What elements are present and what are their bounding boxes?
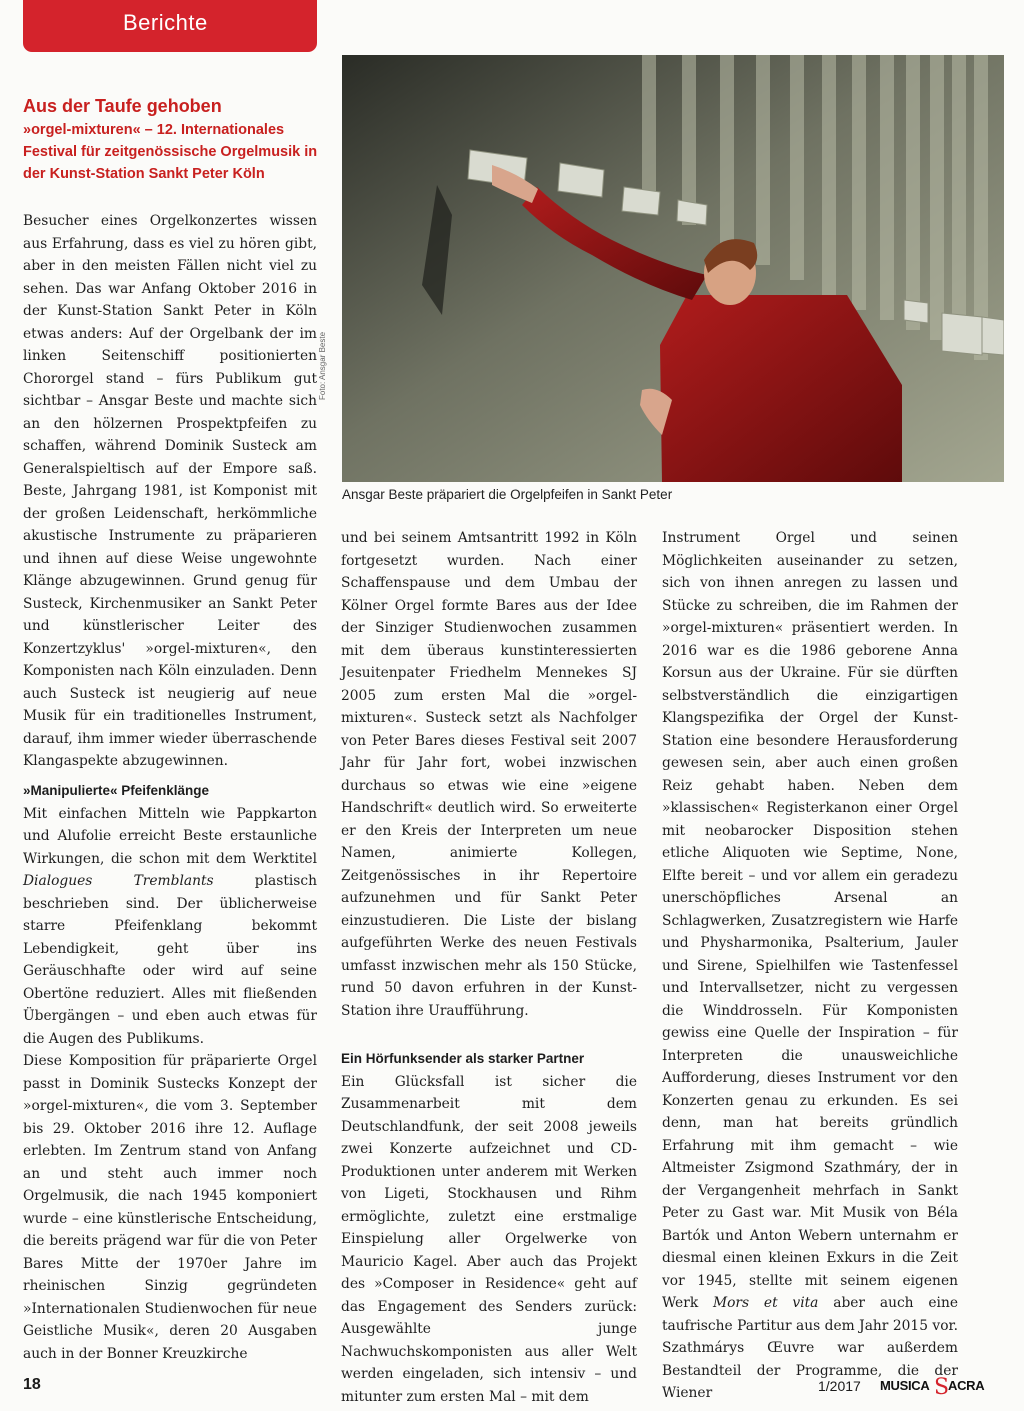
- organ-photo: [342, 55, 1004, 482]
- article-header: [23, 95, 323, 185]
- paragraph: und bei seinem Amtsantritt 1992 in Köln fortgesetzt wurden. Nach einer Schaffenspause und dem Umbau der Kölner Orgel formte Bares aus der Idee der Sinziger Studienwochen zusammen mit dem überaus kunstinteressierten Jesuitenpater Friedhelm Mennekes SJ 2005 zum ersten Mal die »orgel-mixturen«. Susteck setzt als Nachfolger von Peter Bares dieses Festival seit 2007 Jahr für Jahr fort, wobei inzwischen durchaus so etwas wie eine »eigene Handschrift« deutlich wird. So erweiterte er den Kreis der Interpreten um neue Namen, animierte Kollegen, Zeitgenössisches in ihr Repertoire aufzunehmen und für Sankt Peter einzustudieren. Die Liste der bislang aufgeführten Werke des neuen Festivals umfasst inzwischen mehr als 150 Stücke, rund 50 davon erfuhren in der Kunst-Station ihre Uraufführung.: [341, 530, 637, 1019]
- article-title: Aus der Taufe gehoben: [23, 96, 222, 116]
- column-2: [341, 527, 637, 1408]
- issue-number: 1/2017: [818, 1378, 861, 1394]
- section-heading: »Manipulierte« Pfeifenklänge: [23, 783, 210, 798]
- intro-paragraph: Besucher eines Orgelkonzertes wissen aus Erfahrung, dass es viel zu hören gibt, aber in den meisten Fällen nicht viel zu sehen. Das war Anfang Oktober 2016 in der Kunst-Station Sankt Peter in Köln etwas anders: Auf der Orgelbank der im linken Seitenschiff positionierten Chororgel stand – fürs Publikum gut sichtbar – Ansgar Beste und machte sich an den hölzernen Prospektpfeifen zu schaffen, während Dominik Susteck am Generalspieltisch auf der Empore saß. Beste, Jahrgang 1981, ist Komponist mit der großen Leidenschaft, herkömmliche akustische Instrumente zu präparieren und ihnen auf diese Weise ungewohnte Klänge abzugewinnen. Grund genug für Susteck, Kirchenmusiker an Sankt Peter und künstlerischer Leiter des Konzertzyklus' »orgel-mixturen«, den Komponisten nach Köln einzuladen. Denn auch Susteck ist neugierig auf neue Musik für ein traditionelles Instrument, darauf, ihm immer wieder überraschende Klangaspekte abzugewinnen.: [23, 213, 317, 769]
- page-number: 18: [23, 1376, 41, 1393]
- svg-text:ACRA: ACRA: [948, 1378, 985, 1393]
- paragraph: [23, 803, 317, 1051]
- column-1-intro: [23, 210, 317, 773]
- text-span: plastisch beschrieben sind. Der üblicherweise starre Pfeifenklang bekommt Lebendigkeit, geht über ins Geräuschhafte oder wird auf seine Obertöne reduziert. Alles mit fließenden Übergängen – und eben auch etwas für die Augen des Publikums.: [23, 873, 318, 1047]
- text-span: Instrument Orgel und seinen Möglichkeiten auseinander zu setzen, sich von ihnen anregen zu lassen und Stücke zu schreiben, die im Rahmen der »orgel-mixturen« präsentiert werden. In 2016 war es die 1986 geborene Anna Korsun aus der Ukraine. Für sie dürften selbstverständlich die einzigartigen Klangspezifika der Orgel der Kunst-Station eine besondere Herausforderung gewesen sein, aber auch einen großen Reiz gehabt haben. Neben dem »klassischen« Registerkanon einer Orgel mit neobarocker Disposition stehen etliche Aliquoten wie Septime, None, Elfte bereit – und vor allem ein geradezu unerschöpfliches Arsenal an Schlagwerken, Zusatzregistern wie Harfe und Physharmonika, Psalterium, Jauler und Sirene, Spielhilfen wie Tastenfessel und Intervallsetzer, nicht zu vergessen die Winddrosseln. Für Komponisten gewiss eine Quelle der Inspiration – für Interpreten die unausweichliche Aufforderung, dieses Instrument vor den Konzerten genau zu erkunden. Es sei denn, man hat bereits gründlich Erfahrung mit ihm gemacht – wie Altmeister Zsigmond Szathmáry, der in der Vergangenheit mehrfach in Sankt Peter zu Gast war. Mit Musik von Béla Bartók und Anton Webern unternahm er diesmal einen kleinen Exkurs in die Zeit vor 1945, stellte mit seinem eigenen Werk: [662, 530, 958, 1311]
- paragraph: Diese Komposition für präparierte Orgel passt in Dominik Sustecks Konzept der »orgel-mixturen«, die vom 3. September bis 29. Oktober 2016 ihre 12. Auflage erlebten. Im Zentrum stand von Anfang an und steht auch immer noch Orgelmusik, die nach 1945 komponiert wurde – eine künstlerische Entscheidung, die bereits prägend war für die von Peter Bares Mitte der 1970er Jahre im rheinischen Sinzig gegründeten »Internationalen Studienwochen für neue Geistliche Musik«, deren 20 Ausgaben auch in der Bonner Kreuzkirche: [23, 1053, 317, 1362]
- photo-credit: Foto: Ansgar Beste: [318, 331, 327, 400]
- svg-text:MUSICA: MUSICA: [880, 1378, 930, 1393]
- photo-caption: Ansgar Beste präpariert die Orgelpfeifen in Sankt Peter: [342, 487, 673, 502]
- text-span: aber auch eine taufrische Partitur aus dem Jahr 2015 vor. Szathmárys Œuvre war außerdem Bestandteil der Programme, die der Wiener: [662, 1295, 958, 1401]
- column-1-body: [23, 780, 317, 1365]
- paragraph: Ein Glücksfall ist sicher die Zusammenarbeit mit dem Deutschlandfunk, der seit 2008 jeweils zwei Konzerte aufzeichnet und CD-Produktionen unter anderem mit Werken von Ligeti, Stockhausen und Rihm ermöglichte, zuletzt eine erstmalige Einspielung aller Orgelwerke von Mauricio Kagel. Aber auch das Projekt des »Composer in Residence« geht auf das Engagement des Senders zurück: Ausgewählte junge Nachwuchskomponisten aus aller Welt werden eingeladen, sich intensiv – und mitunter zum ersten Mal – mit dem: [341, 1073, 637, 1405]
- section-tab: [23, 0, 317, 52]
- work-title: Mors et vita: [712, 1295, 819, 1311]
- section-heading: Ein Hörfunksender als starker Partner: [341, 1051, 585, 1066]
- magazine-logo: [880, 1374, 1000, 1396]
- paragraph: [662, 527, 958, 1405]
- section-label: Berichte: [123, 10, 208, 35]
- work-title: Dialogues Tremblants: [23, 873, 214, 889]
- text-span: Mit einfachen Mitteln wie Pappkarton und Alufolie erreicht Beste erstaunliche Wirkungen, die schon mit dem Werktitel: [23, 805, 317, 867]
- article-subtitle: »orgel-mixturen« – 12. Internationales Festival für zeitgenössische Orgelmusik in der Kunst-Station Sankt Peter Köln: [23, 122, 318, 182]
- column-3: [662, 527, 958, 1405]
- svg-text:S: S: [934, 1375, 950, 1396]
